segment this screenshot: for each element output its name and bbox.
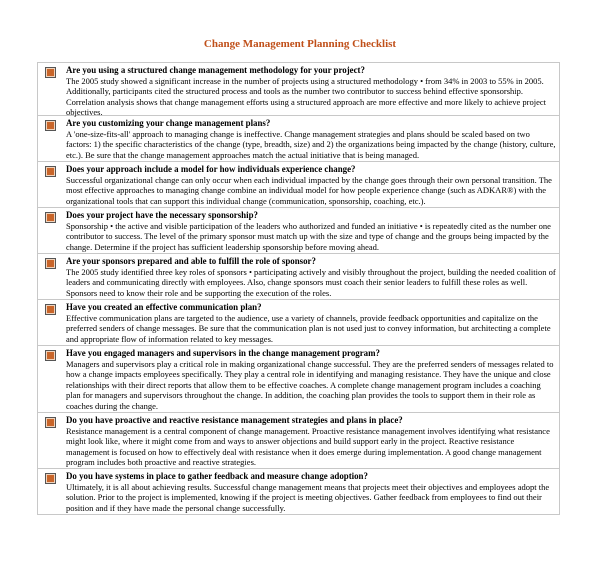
item-description: Effective communication plans are targeted to the audience, use a variety of channels, provide feedback opportunities and capitalize on the preferred senders of change messages. Be sure that the communication plan is not used just to convey information, but architecting a complete and appropriate flow of information related to key messages. bbox=[66, 312, 551, 344]
item-description: The 2005 study showed a significant increase in the number of projects using a structured methodology • from 34% in 2003 to 55% in 2005. Additionally, participants cited the structured process and tools as the number two contributor to success behind effective sponsorship. Correlation analysis shows that change management efforts using a structured approach are more effective and more likely to achieve project objectives. bbox=[66, 75, 546, 117]
checkbox[interactable] bbox=[38, 346, 63, 412]
checkbox-icon bbox=[45, 120, 56, 131]
item-description: Managers and supervisors play a critical role in making organizational change successful. They are the preferred senders of messages related to how a change impacts employees specifically. They play a central role in identifying and managing resistance. They have the unique and close relationships with their direct reports that allow them to be effective coaches. A complete change management program includes a coaching plan for managers and supervisors throughout the change. In addition, the coaching plan provides the tools to support them in their role as coaches during the change. bbox=[66, 358, 554, 411]
checkbox[interactable] bbox=[38, 162, 63, 207]
item-description: Sponsorship • the active and visible participation of the leaders who authorized and funded an initiative • is repeatedly cited as the number one contributor to success. The level of the primary sponsor must match up with the size and type of change and the groups being impacted by the change. Determine if the project has sufficient leadership sponsorship before moving ahead. bbox=[66, 220, 551, 252]
item-question: Have you engaged managers and supervisors in the change management program? bbox=[66, 348, 380, 358]
item-question: Are your sponsors prepared and able to fulfill the role of sponsor? bbox=[66, 256, 316, 266]
checklist-item bbox=[37, 346, 560, 413]
checklist-table bbox=[37, 62, 560, 515]
checklist-item bbox=[37, 469, 560, 515]
checkbox[interactable] bbox=[38, 63, 63, 115]
checkbox[interactable] bbox=[38, 208, 63, 253]
item-content bbox=[63, 469, 559, 514]
checklist-item bbox=[37, 208, 560, 254]
item-description: Successful organizational change can only occur when each individual impacted by the change goes through their own personal transition. The most effective approaches to managing change combine an individual model for how people experience change (such as ADKAR®) with the organizational tools that can support this individual change (communication, sponsorship, coaching, etc.). bbox=[66, 174, 552, 206]
page-title: Change Management Planning Checklist bbox=[203, 38, 397, 50]
item-content bbox=[63, 208, 559, 253]
item-question: Are you customizing your change management plans? bbox=[66, 118, 271, 128]
item-question: Do you have proactive and reactive resistance management strategies and plans in place? bbox=[66, 415, 403, 425]
checkbox-icon bbox=[45, 166, 56, 177]
checklist-item bbox=[37, 300, 560, 346]
item-content bbox=[63, 254, 559, 299]
item-description: A 'one-size-fits-all' approach to managing change is ineffective. Change management strategies and plans should be scaled based on two factors: 1) the specific characteristics of the change (type, breadth, size) and 2) the organizations being impacted by the change (history, culture, etc.). Be sure that the change management approaches match the actual initiative that is being managed. bbox=[66, 128, 556, 160]
checkbox[interactable] bbox=[38, 254, 63, 299]
checklist-item bbox=[37, 162, 560, 208]
item-content bbox=[63, 413, 559, 468]
item-content bbox=[63, 162, 559, 207]
item-description: Ultimately, it is all about achieving results. Successful change management means that projects meet their objectives and employees adopt the solution. Prior to the project is implemented, knowing if the project is meeting objectives. Gather feedback from employees to find out their position and if they have made the personal change successfully. bbox=[66, 481, 550, 513]
checkbox[interactable] bbox=[38, 116, 63, 161]
checkbox-icon bbox=[45, 350, 56, 361]
item-question: Does your project have the necessary sponsorship? bbox=[66, 210, 258, 220]
item-question: Do you have systems in place to gather feedback and measure change adoption? bbox=[66, 471, 368, 481]
checkbox-icon bbox=[45, 258, 56, 269]
checklist-item bbox=[37, 63, 560, 116]
item-question: Have you created an effective communication plan? bbox=[66, 302, 262, 312]
checklist-item bbox=[37, 413, 560, 469]
checklist-item bbox=[37, 116, 560, 162]
checkbox-icon bbox=[45, 67, 56, 78]
item-question: Are you using a structured change management methodology for your project? bbox=[66, 65, 365, 75]
item-description: The 2005 study identified three key roles of sponsors • participating actively and visibly throughout the project, building the needed coalition of leaders and communicating directly with employees. Also, change sponsors must coach their senior leaders to fulfill these roles as well. Sponsors need to know their role and be supporting the execution of the roles. bbox=[66, 266, 556, 298]
item-question: Does your approach include a model for how individuals experience change? bbox=[66, 164, 356, 174]
checkbox-icon bbox=[45, 304, 56, 315]
item-content bbox=[63, 116, 559, 161]
checkbox[interactable] bbox=[38, 300, 63, 345]
item-content bbox=[63, 300, 559, 345]
checkbox-icon bbox=[45, 473, 56, 484]
item-content bbox=[63, 346, 559, 412]
checkbox-icon bbox=[45, 212, 56, 223]
checkbox[interactable] bbox=[38, 469, 63, 514]
item-content bbox=[63, 63, 559, 115]
checklist-item bbox=[37, 254, 560, 300]
item-description: Resistance management is a central component of change management. Proactive resistance management involves identifying what resistance might look like, where it might come from and ways to answer objections and build support early in the project. Reactive resistance management is focused on how to effectively deal with resistance when it does emerge during implementation. A good change management program includes both proactive and reactive strategies. bbox=[66, 425, 550, 467]
checkbox[interactable] bbox=[38, 413, 63, 468]
checkbox-icon bbox=[45, 417, 56, 428]
